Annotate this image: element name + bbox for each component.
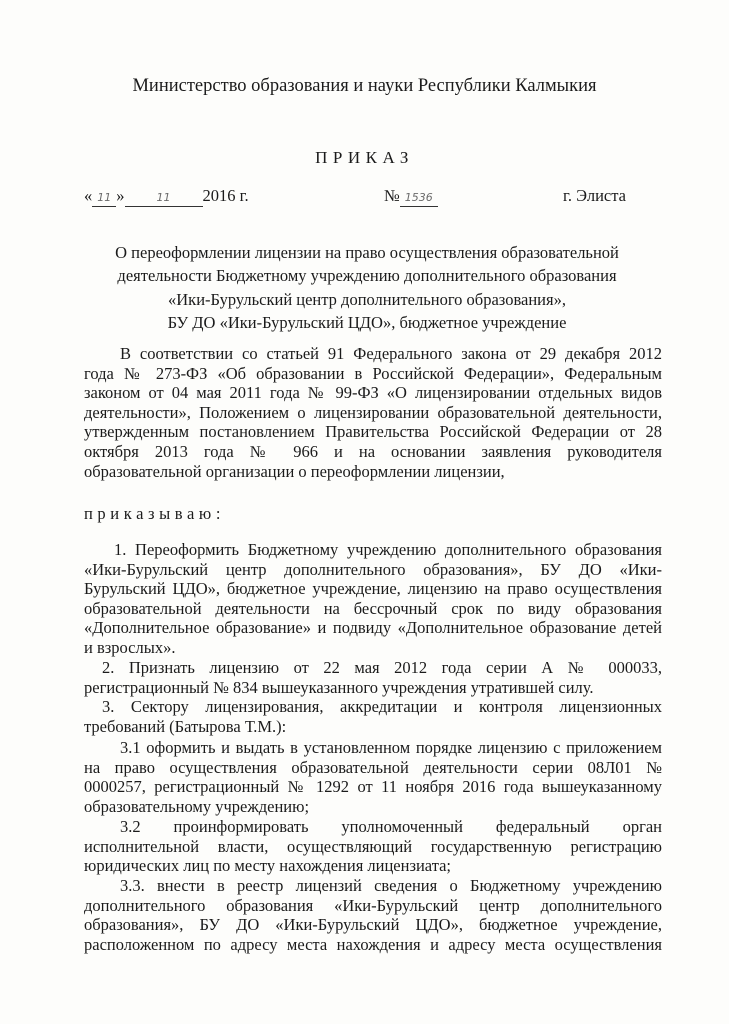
order-item-3-1 (84, 738, 662, 816)
paragraph-line: 0000257, регистрационный № 1292 от 11 ноября 2016 года вышеуказанному (84, 777, 662, 797)
paragraph-line: 2. Признать лицензию от 22 мая 2012 года серии А № 000033, (102, 658, 662, 677)
paragraph-line: требований (Батырова Т.М.): (84, 716, 287, 736)
number-label: № (384, 186, 400, 205)
order-item-1 (84, 540, 662, 658)
paragraph-line: В соответствии со статьей 91 Федерального закона от 29 декабря 2012 (120, 344, 662, 363)
document-type-title: ПРИКАЗ (315, 148, 414, 167)
date-year: 2016 г. (202, 186, 249, 205)
paragraph-line: регистрационный № 834 вышеуказанного учреждения утратившей силу. (84, 677, 594, 697)
preamble-paragraph (84, 344, 662, 481)
ministry-heading: Министерство образования и науки Республики Калмыкия (132, 76, 597, 96)
paragraph-line: 3.2 проинформировать уполномоченный федеральный орган (120, 817, 662, 836)
paragraph-line: «Дополнительное образование» и подвиду «Дополнительное образование детей (84, 618, 662, 638)
paragraph-line: Бурульский ЦДО», бюджетное учреждение, лицензию на право осуществления (84, 579, 662, 599)
paragraph-line: образовательному учреждению; (84, 796, 310, 816)
paragraph-line: деятельности», Положением о лицензировании образовательной деятельности, (84, 402, 662, 422)
paragraph-line: расположенном по адресу места нахождения и адресу места осуществления (84, 934, 662, 954)
paragraph-line: законом от 04 мая 2011 года № 99-ФЗ «О лицензировании отдельных видов (84, 383, 662, 403)
paragraph-line: и взрослых». (84, 637, 176, 657)
paragraph-line: исполнительной власти, осуществляющий государственную регистрацию (84, 836, 662, 856)
paragraph-line: на право осуществления образовательной деятельности серии 08Л01 № (84, 757, 662, 777)
paragraph-line: образовательной организации о переоформлении лицензии, (84, 461, 505, 481)
order-item-3-2 (84, 817, 662, 876)
date-day: 11 (92, 188, 116, 207)
date-month: 11 (125, 188, 203, 207)
order-number (384, 186, 438, 207)
order-date: « 11 » 11 2016 г. (84, 186, 249, 205)
order-city: г. Элиста (563, 186, 626, 205)
paragraph-line: октября 2013 года № 966 и на основании заявления руководителя (84, 441, 662, 461)
subject-line: деятельности Бюджетному учреждению дополнительного образования (117, 266, 617, 286)
paragraph-line: 1. Переоформить Бюджетному учреждению дополнительного образования (114, 540, 662, 559)
paragraph-line: «Ики-Бурульский центр дополнительного образования», БУ ДО «Ики- (84, 559, 662, 579)
paragraph-line: образовательной деятельности на бессрочный срок по виду образования (84, 598, 662, 618)
paragraph-line: года № 273-ФЗ «Об образовании в Российской Федерации», Федеральным (84, 363, 662, 383)
paragraph-line: юридических лиц по месту нахождения лицензиата; (84, 856, 452, 876)
paragraph-line: утвержденным постановлением Правительства Российской Федерации от 28 (84, 422, 662, 442)
paragraph-line: 3. Сектору лицензирования, аккредитации и контроля лицензионных (102, 697, 662, 716)
paragraph-line: дополнительного образования «Ики-Бурульский центр дополнительного (84, 895, 662, 915)
paragraph-line: 3.1 оформить и выдать в установленном порядке лицензию с приложением (120, 738, 662, 757)
order-directive: приказываю: (84, 504, 226, 523)
number-value: 1536 (400, 188, 438, 207)
paragraph-line: 3.3. внести в реестр лицензий сведения о Бюджетному учреждению (120, 876, 662, 895)
subject-line: «Ики-Бурульский центр дополнительного образования», (168, 289, 566, 309)
order-item-3-3 (84, 876, 662, 954)
subject-line: БУ ДО «Ики-Бурульский ЦДО», бюджетное учреждение (167, 312, 567, 332)
subject-line: О переоформлении лицензии на право осуществления образовательной (115, 243, 619, 262)
order-subject (84, 241, 650, 334)
order-item-3 (84, 697, 662, 736)
order-item-2 (84, 658, 662, 697)
paragraph-line: образования», БУ ДО «Ики-Бурульский ЦДО», бюджетное учреждение, (84, 915, 662, 935)
